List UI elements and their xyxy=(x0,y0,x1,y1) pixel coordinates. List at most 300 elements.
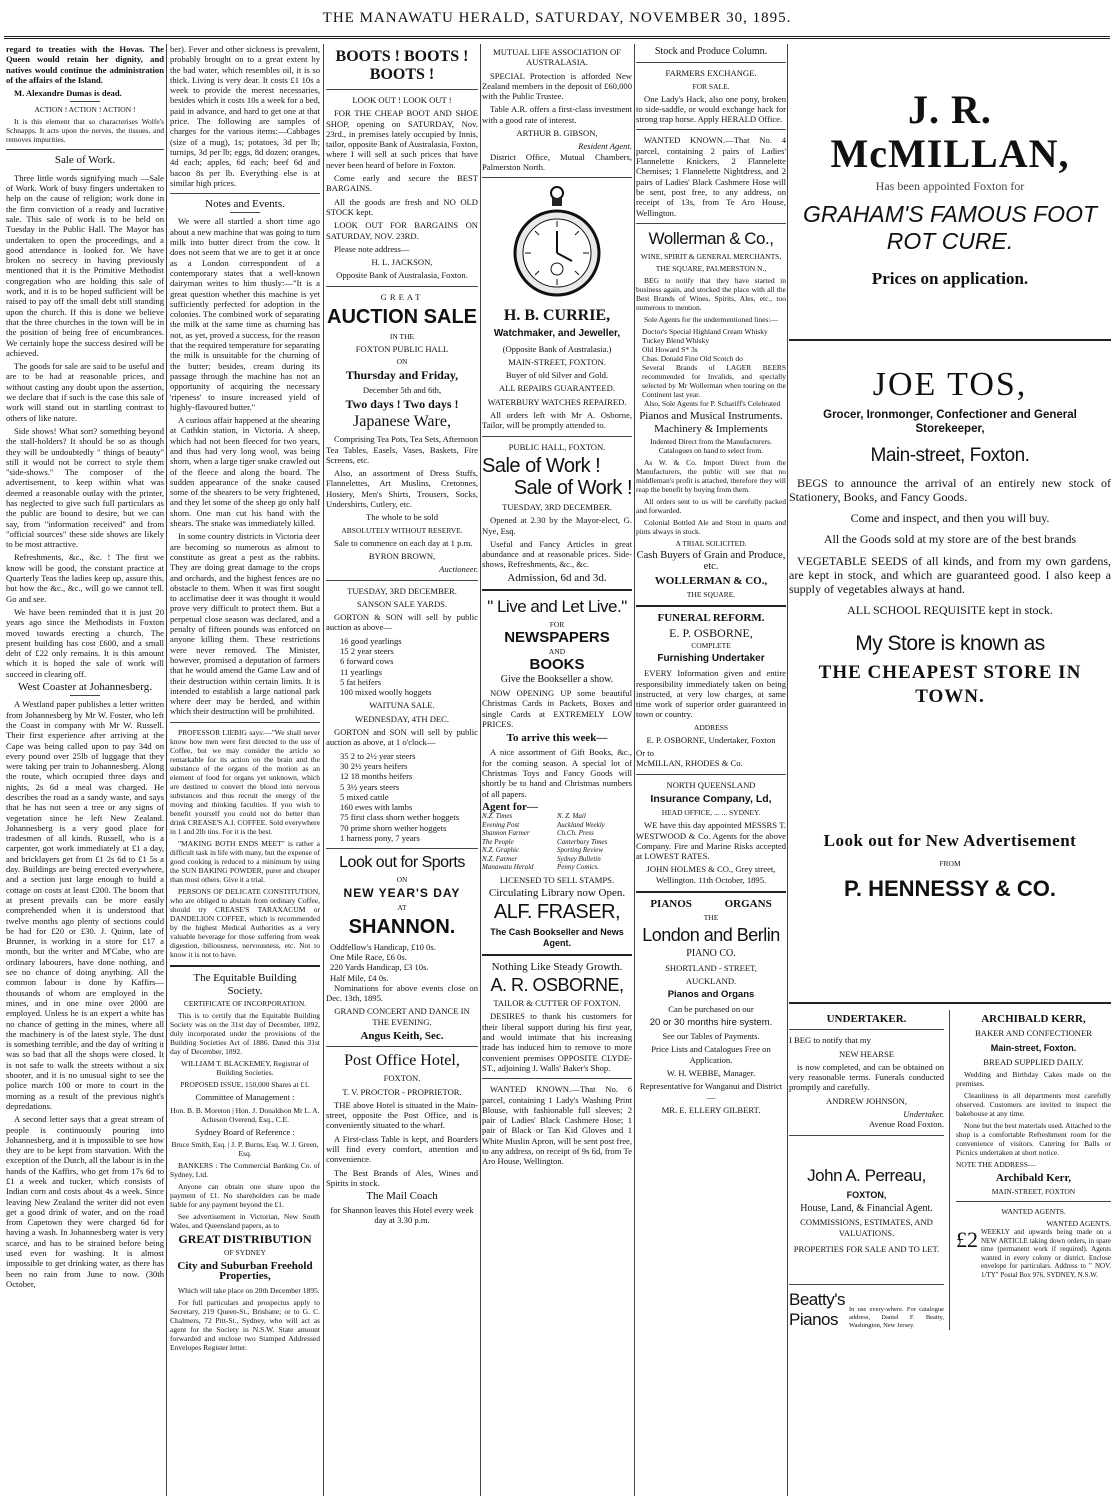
divider xyxy=(636,605,786,607)
divider xyxy=(70,695,100,696)
ad-heading: Beatty's Pianos xyxy=(789,1290,845,1330)
ad-subheading: WEDNESDAY, 4TH DEC. xyxy=(354,713,450,724)
ad-text: GREAT xyxy=(380,291,424,302)
ad-text: Sale to commence on each day at 1 p.m. xyxy=(334,537,473,548)
ad-heading: Japanese Ware, xyxy=(353,413,451,431)
divider xyxy=(482,1078,632,1079)
ad-heading: Society. xyxy=(227,985,263,997)
list-item: Penny Comics. xyxy=(557,863,599,872)
ad-text: SHORTLAND - STREET, xyxy=(665,962,757,973)
ad-text: ALL REPAIRS GUARANTEED. xyxy=(498,383,616,394)
divider xyxy=(326,286,478,287)
ad-text: PROPOSED ISSUE, 150,000 Shares at £1. xyxy=(180,1080,310,1090)
ad-name: ANDREW JOHNSON, xyxy=(825,1095,907,1106)
article-heading: West Coaster at Johannesberg. xyxy=(18,681,152,694)
ad-heading: £2 xyxy=(956,1227,978,1253)
ad-name: E. P. OSBORNE, xyxy=(669,625,753,640)
list-item: Oddfellow's Handicap, £10 0s. xyxy=(330,941,436,952)
ad-text: Opposite Bank of Australasia, Foxton. xyxy=(336,270,468,281)
ad-text: for Shannon leaves this Hotel every week day at 3.30 p.m. xyxy=(330,1204,474,1225)
ad-text: T. V. PROCTOR - PROPRIETOR. xyxy=(342,1086,462,1097)
ad-subheading: PIANO CO. xyxy=(686,948,736,960)
list-item: 30 2½ years heifers xyxy=(340,760,408,771)
ad-name: Angus Keith, Sec. xyxy=(360,1030,444,1042)
list-item: N.Z. Times xyxy=(482,812,513,821)
ad-text: All the goods are fresh and NO OLD STOCK kept. xyxy=(326,196,478,217)
article-text: We were all startled a short time ago about a new machine that was going to turn milk into butter direct from the cow. It does not seem that we are to get it at once as a London correspondent of a contemporary states that a well-known dairyman writes to him thusly:—"It is a great question whether this machine is yet sufficiently perfected for adoption in the colonies. The combined work of separating the milk at the same time as churning has not, as yet, proved a success, for the reason that the required temperature for separating the milk is unsuitable for the churning of the butter; besides, cream during its passage through the machine has not an opportunity of acquiring the necessary 'ripeness' to insure increased yield of highly-flavoured butter." xyxy=(170,216,320,412)
ad-text: See advertisement in Victorian, New South Wales, and Queensland papers, as to xyxy=(170,1211,320,1230)
ad-text: FOXTON. xyxy=(383,1073,421,1084)
divider xyxy=(70,101,100,102)
column-1 xyxy=(6,44,164,1496)
ad-text: AT xyxy=(397,902,407,912)
list-item: 1 harness pony, 7 years xyxy=(340,833,420,844)
ad-text: Comprising Tea Pots, Tea Sets, Afternoon Tea Tables, Easels, Vases, Baskets, Fire Screens, etc. xyxy=(326,434,478,465)
ad-name: ARTHUR B. GIBSON, xyxy=(516,128,598,139)
divider xyxy=(636,223,786,224)
ad-text: Colonial Bottled Ale and Stout in quarts and pints always in stock. xyxy=(636,518,786,537)
ad-text: Table A.R. offers a first-class investment with a good rate of interest. xyxy=(482,104,632,125)
ad-text: LICENSED TO SELL STAMPS. xyxy=(499,874,615,885)
divider xyxy=(482,589,632,591)
list-item: Half Mile, £4 0s. xyxy=(330,972,389,983)
ad-text: None but the best materials used. Attached to the shop is a comfortable Refreshment room for the convenience of visitors. Catering for Balls or Picnics undertaken at short notice. xyxy=(956,1121,1111,1158)
ad-text: FOR SALE. xyxy=(692,81,730,91)
ad-name: Archibald Kerr, xyxy=(995,1172,1072,1185)
list-item: Auckland Weekly xyxy=(557,820,605,829)
divider xyxy=(482,177,632,178)
list-item: N.Z. Graphic xyxy=(482,846,520,855)
ad-heading: ACTION ! ACTION ! ACTION ! xyxy=(34,105,136,115)
ad-text: I BEG to notify that my xyxy=(789,1035,871,1046)
ad-text: THE SQUARE. xyxy=(686,590,736,600)
ad-text: BANKERS : The Commercial Banking Co. of Sydney, Ltd. xyxy=(170,1160,320,1179)
ad-heading: ARCHIBALD KERR, xyxy=(981,1013,1086,1025)
ad-text: Bruce Smith, Esq. | J. P. Burns, Esq. W. J. Green, Esq. xyxy=(171,1139,319,1158)
ad-text: FOR THE CHEAP BOOT AND SHOE SHOP, opening on SATURDAY, Nov. 23rd., in premises lately occupied by Innis, tailor, opposite Bank of Australasia, Foxton, where I will sell at such prices that have never been heard of before in Foxton. xyxy=(326,108,478,170)
divider xyxy=(789,1284,944,1285)
ad-text: Which will take place on 20th December 1895. xyxy=(178,1285,320,1295)
list-item: Doctor's Special Highland Cream Whisky xyxy=(642,326,768,336)
divider xyxy=(326,848,478,849)
ad-heading: SHANNON. xyxy=(348,915,456,938)
ad-text: Nominations for above events close on Dec. 13th, 1895. xyxy=(326,982,478,1004)
ad-text: Buyer of old Silver and Gold. xyxy=(505,370,609,381)
ad-heading: London and Berlin xyxy=(642,925,780,946)
ad-text: Admission, 6d and 3d. xyxy=(507,571,607,584)
article-heading: Sale of Work. xyxy=(54,154,116,167)
ad-right-column xyxy=(956,1010,1111,1330)
ad-text: Can be purchased on our xyxy=(668,1004,754,1015)
ad-text: WANTED KNOWN.—That No. 4 parcel, containing 2 pairs of Ladies' Flannelette Knickers, 2 Flannelette Chemises; 1 Flannelette Nightdress, and 2 pairs of Ladies' Black Cashmere Hose will be sent, post free, to any address, on receipt of 13s, from Te Aro House, Wellington. xyxy=(636,135,786,218)
ad-subheading: Main-street, Foxton. xyxy=(990,1042,1077,1053)
ad-text: A nice assortment of Gift Books, &c., for the coming season. A special lot of Christmas Toys and Fancy Goods will shortly be to hand and Christmas numbers of all papers. xyxy=(482,747,632,799)
ad-heading: A. R. OSBORNE, xyxy=(490,975,624,996)
list-item: Sydney Bulletin xyxy=(557,854,601,863)
ad-text: ALL SCHOOL REQUISITE kept in stock. xyxy=(847,603,1053,617)
ad-text: Avenue Road Foxton. xyxy=(868,1119,944,1130)
list-item: 220 Yards Handicap, £3 10s. xyxy=(330,962,429,973)
ad-subheading: Watchmaker, and Jeweller, xyxy=(493,328,621,340)
ad-text: Wedding and Birthday Cakes made on the premises. xyxy=(956,1070,1111,1089)
divider xyxy=(70,169,100,170)
article-text: Refreshments, &c., &c. ! The first we know will be good, the constant practice at Quarterly Teas the ladies keep up, assure this, but how the &c., &c., will go we cannot tell. Go and see. xyxy=(6,552,164,604)
list-item: N. Z. Mail xyxy=(557,812,586,821)
ad-text: NEW HEARSE xyxy=(839,1048,894,1059)
ad-text: All the Goods sold at my store are of the best brands xyxy=(823,532,1077,546)
ad-text: Also, an assortment of Dress Stuffs, Flannelettes, Art Muslins, Cretonnes, Hosiery, Men's Shirts, Trousers, Socks, Undershirts, Cutlery, etc. xyxy=(326,468,478,510)
ad-heading: Nothing Like Steady Growth. xyxy=(491,960,623,973)
list-item: Old Howard S* 3s xyxy=(642,344,698,354)
ad-heading: My Store is known as xyxy=(855,632,1045,655)
pocket-watch-icon xyxy=(512,183,602,303)
list-item: 5 fat heifers xyxy=(340,676,382,687)
ad-heading: BOOTS ! BOOTS ! BOOTS ! xyxy=(335,48,469,83)
list-item: 16 good yearlings xyxy=(340,635,402,646)
article-text: The goods for sale are said to be useful and are to be had at reasonable prices, and without casting any doubt upon the assertion, we declare that if such is the case this sale of work will stand out in startling contrast to others of like nature. xyxy=(6,361,164,423)
ad-subheading: Grocer, Ironmonger, Confectioner and General Storekeeper, xyxy=(823,409,1077,435)
column-6 xyxy=(789,44,1111,1496)
ad-text: Anyone can obtain one share upon the payment of £1. No shareholders can be made liable for any payment beyond the £1. xyxy=(170,1181,320,1209)
ad-subheading: CERTIFICATE OF INCORPORATION. xyxy=(183,999,307,1009)
ad-text: FOXTON PUBLIC HALL xyxy=(355,344,449,355)
ad-text: See our Tables of Payments. xyxy=(662,1031,760,1042)
ad-text: AUCKLAND. xyxy=(685,975,737,986)
divider xyxy=(170,193,320,194)
ad-subheading: SANSON SALE YARDS. xyxy=(356,598,448,609)
list-item: N.Z. Farmer xyxy=(482,854,518,863)
ad-text: Please note address— xyxy=(334,243,410,254)
ad-heading: Look out for New Advertisement xyxy=(823,831,1077,850)
masthead xyxy=(0,0,1114,40)
beatty-ad xyxy=(789,1290,944,1330)
divider xyxy=(326,1046,478,1047)
ad-heading: Sale of Work ! xyxy=(513,476,632,499)
list-item: 6 forward cows xyxy=(340,656,394,667)
ad-text: A First-class Table is kept, and Boarders will find every comfort, attention and convenience. xyxy=(326,1133,478,1165)
ad-text: All orders left with Mr A. Osborne, Tailor, will be promptly attended to. xyxy=(482,410,632,431)
divider xyxy=(6,149,164,150)
ad-text: Has been appointed Foxton for xyxy=(875,179,1025,193)
ad-text: TUESDAY, 3RD DECEMBER. xyxy=(502,501,612,512)
ad-text: FOR xyxy=(549,620,565,630)
ad-text: All orders sent to us will be carefully packed and forwarded. xyxy=(636,497,786,516)
ad-subheading: PUBLIC HALL, FOXTON. xyxy=(508,441,606,452)
ad-heading: Wollerman & Co., xyxy=(648,228,774,248)
ad-text: TAILOR & CUTTER OF FOXTON. xyxy=(493,998,621,1009)
ad-heading: MUTUAL LIFE ASSOCIATION OF AUSTRALASIA. xyxy=(493,47,621,68)
ad-heading: AUCTION SALE xyxy=(327,306,477,329)
ad-subheading: WAITUNA SALE. xyxy=(369,700,435,711)
ad-text: PROPERTIES FOR SALE AND TO LET. xyxy=(793,1243,940,1254)
ad-subheading: Give the Bookseller a show. xyxy=(500,673,614,685)
column-divider xyxy=(480,44,481,1496)
ad-text: December 5th and 6th, xyxy=(362,384,442,395)
ad-text: BAKER AND CONFECTIONER xyxy=(975,1028,1092,1039)
divider xyxy=(636,62,786,63)
list-item: Several Brands of LAGER BEERS recommended for Invalids, and specially selected by Mr Wollerman when touring on the Continent last year. xyxy=(642,362,786,399)
ad-text: WANTED AGENTS. xyxy=(1046,1219,1111,1229)
article-text: Three little words signifying much —Sale of Work. Work of busy fingers undertaken to help on the cause of religion; work done in the firm conviction of a ready and lucrative sale. This sale of work is to be held on Tuesday in the Public Hall. The Mayor has undertaken to open the proceedings, and a good attendance is looked for. We have broken no secrecy in having previously mentioned that it is the Primitive Methodist congregation who are holding this sale of work, and it is to be hoped sufficient will be raised to pay off the small debt still standing upon the church. If this is done we believe that the three churches in the town will be in the position of being free of encumbrances. We certainly hope the success desired will be achieved. xyxy=(6,172,164,358)
divider xyxy=(326,89,478,90)
ad-text: (Opposite Bank of Australasia.) xyxy=(502,343,612,354)
divider xyxy=(482,954,632,956)
list-item: 15 2 year steers xyxy=(340,645,394,656)
ad-text: SPECIAL Protection is afforded New Zealand members in the deposit of £60,000 with the Public Trustee. xyxy=(482,70,632,102)
ad-name: BYRON BROWN, xyxy=(368,550,436,561)
ad-text: Come and inspect, and then you will buy. xyxy=(850,511,1050,525)
article-text: M. Alexandre Dumas is dead. xyxy=(14,88,122,99)
ad-text: BEGS to announce the arrival of an entirely new stock of Stationery, Books, and Fancy Goods. xyxy=(789,476,1111,504)
article-text: Side shows! What sort? something beyond the stall-holders? It should be so as though they will be undoubtedly " things of beauty" still it would not be correct to style them "side-shows." The composer of the advertisement, to keep within what was deemed a reasonable outlay with the printer, has neglected to give such full particulars as the public are bound to desire, but we can say, from "information received" and from "official sources" these side shows are likely to be most attractive. xyxy=(6,425,164,550)
ad-heading: Post Office Hotel, xyxy=(344,1052,460,1070)
ad-text: NOW OPENING UP some beautiful Christmas Cards in Packets, Boxes and single Cards at EXTREMELY LOW PRICES. xyxy=(482,687,632,729)
ad-text: WANTED AGENTS. xyxy=(1001,1207,1066,1217)
ad-heading: PIANOS ORGANS xyxy=(650,897,772,910)
divider xyxy=(326,580,478,581)
ad-text: Useful and Fancy Articles in great abundance and at reasonable prices. Side-shows, Refreshments, &c., &c. xyxy=(482,538,632,570)
ad-heading: H. B. CURRIE, xyxy=(503,307,611,325)
ad-text: As W. & Co. Import Direct from the Manufacturers, the public will see that no middleman's profit is attached, therefore they will reap the benefit by buying from them. xyxy=(636,458,786,495)
divider xyxy=(170,965,320,967)
ad-name: H. L. JACKSON, xyxy=(371,257,433,268)
ad-text: "MAKING BOTH ENDS MEET" is rather a difficult task in life with many, but the expense of good cooking is reduced to a minimum by using the SUN BAKING POWDER, purer and cheaper than most others. Give it a trial. xyxy=(170,838,320,884)
ad-text: Opened at 2.30 by the Mayor-elect, G. Nye, Esq. xyxy=(482,515,632,536)
divider xyxy=(636,891,786,893)
ad-heading: GRAHAM'S FAMOUS FOOT ROT CURE. xyxy=(802,201,1098,254)
ad-heading: ALF. FRASER, xyxy=(493,901,621,924)
ad-text: MAIN-STREET, FOXTON xyxy=(991,1187,1076,1197)
ad-text: JOHN HOLMES & CO., Grey street, Wellington. 11th October, 1895. xyxy=(646,864,776,885)
masthead-rule xyxy=(4,36,1110,39)
ad-text: Indented Direct from the Manufacturers. Catalogues on hand to select from. xyxy=(650,437,772,456)
ad-text: COMPLETE xyxy=(691,640,731,650)
ad-subheading: Agent for— xyxy=(482,800,538,813)
list-item: 11 yearlings xyxy=(340,666,382,677)
article-text: ber). Fever and other sickness is prevalent, probably brought on to a great extent by the bad water, which resembles oil, it is so thick. Living is very dear. It costs £1 10s a week to provide the merest necessaries, besides which it costs 10s a week for a bed, paid in advance, and hard to get one at that price. The following are samples of charges for the various items:—Cabbages (size of a mug), 1s; potatoes, 3d per lb; turnips, 3d per lb; eggs, 8d dozen; oranges, 4d each; apples, 6d each; beef 6d and bacon 8s per lb. Everything else is at similar high prices. xyxy=(170,44,320,188)
ad-text: ON xyxy=(396,357,408,367)
article-text: A curious affair happened at the shearing at Cathkin station, in Victoria. A sheep, which had not been fleeced for two years, and thus had very long wool, was being shorn, when a large tiger snake crawled out of the fleece and along the board. The sudden appearance of the snake caused some of the shearers to be very frightened, and they let some of the sheep go only half shorn. One man cut his hand with the shears. The snake was immediately killed. xyxy=(170,415,320,529)
divider xyxy=(482,436,632,437)
ad-heading: City and Suburban Freehold Properties, xyxy=(177,1260,313,1283)
ad-text: FROM xyxy=(939,859,961,868)
ad-text: The Best Brands of Ales, Wines and Spirits in stock. xyxy=(326,1167,478,1188)
ad-heading: FUNERAL REFORM. xyxy=(657,612,765,625)
ad-text: BEG to notify that they have started in business again, and stocked the place with all the Best Brands of Wines, Spirits, Ales, etc., too numerous to mention. xyxy=(636,275,786,312)
agent-list xyxy=(482,812,632,872)
divider xyxy=(170,722,320,723)
stock-list xyxy=(326,751,478,844)
ad-text: THE SQUARE, PALMERSTON N., xyxy=(655,263,767,273)
ad-heading: Pianos and Musical Instruments. xyxy=(639,409,783,422)
ad-heading: Insurance Company, Ld, xyxy=(650,792,772,805)
ad-text: VEGETABLE SEEDS of all kinds, and from my own gardens, are kept in stock, and which are guaranteed good. I also keep a supply of vegetables always at hand. xyxy=(789,554,1111,596)
ad-heading: Main-street, Foxton. xyxy=(870,445,1030,466)
ad-text: WEEKLY and upwards being made on a NEW ARTICLE taking down orders, in spare time (permanent work if required). Agents wanted in every colony or district. Enclose envelope for particulars. Address to " NOV. 1/TY" Postal Box 976, SYDNEY, N.S.W. xyxy=(981,1228,1111,1279)
ad-subheading: FOXTON, xyxy=(846,1189,887,1200)
list-item: 5 mixed cattle xyxy=(340,791,389,802)
ad-name: WOLLERMAN & CO., xyxy=(654,575,768,588)
race-list xyxy=(326,942,478,983)
ad-text: This is to certify that the Equitable Building Society was on the 31st day of December, 1892, duly incorporated under the provisions of the Building Societies Act of 1886. Dated this 31st day of December, 1892. xyxy=(170,1011,320,1057)
ad-text: Also, Sole Agents for P. Schariff's Celebrated xyxy=(644,398,781,408)
list-item: Sporting Review xyxy=(557,846,604,855)
ad-subheading: Prices on application. xyxy=(871,269,1029,288)
ad-text: McMILLAN, RHODES & Co. xyxy=(636,758,743,769)
ad-heading: The Equitable Building xyxy=(193,971,297,984)
ad-text: IN THE xyxy=(389,332,415,342)
ad-heading: Look out for Sports xyxy=(339,854,465,872)
list-item: 5 3½ years steers xyxy=(340,781,400,792)
list-item: Canterbury Times xyxy=(557,837,608,846)
ad-text: The whole to be sold xyxy=(365,512,439,523)
ad-text: ON xyxy=(396,875,408,885)
ad-text: Representative for Wanganui and District— xyxy=(639,1081,783,1102)
list-item: 35 2 to 2½ year steers xyxy=(340,750,416,761)
ad-text: PERSONS OF DELICATE CONSTITUTION, who are obliged to abstain from ordinary Coffee, should try CREASE'S TARAXACUM or DANDELION COFFEE, which is recommended by the highest Medical Authorities as a very valuable beverage for those suffering from weak digestion, biliousness, nervousness, etc. Not to know it is not to have. xyxy=(170,886,320,959)
ad-heading: GREAT DISTRIBUTION xyxy=(178,1231,312,1246)
ad-text: One Lady's Hack, also one pony, broken to side-saddle, or would exchange hack for strong trap horse. Apply HERALD Office. xyxy=(636,93,786,125)
list-item: One Mile Race, £6 0s. xyxy=(330,951,407,962)
ad-text: A TRIAL SOLICITED. xyxy=(675,539,747,549)
ad-heading: Thursday and Friday, xyxy=(345,368,459,383)
ad-text: HEAD OFFICE, ... ... SYDNEY. xyxy=(661,808,761,818)
divider xyxy=(230,212,260,213)
divider xyxy=(789,1002,1111,1004)
ad-text: GORTON and SON will sell by public auction as above, at 1 o'clock— xyxy=(326,727,478,748)
ad-text: For full particulars and prospectus apply to Secretary, 219 Queen-St., Brisbane; or to G. C. Chalmers, 72 Pitt-St., Sydney, who will act as agent for the Society in N.S.W. State amount forwarded and enclose two Stamped Addressed Envelopes Register letter. xyxy=(170,1297,320,1352)
article-heading: Notes and Events. xyxy=(205,198,285,211)
bottom-ads xyxy=(789,1010,1111,1330)
column-4 xyxy=(482,44,632,1496)
ad-text: WATERBURY WATCHES REPAIRED. xyxy=(487,396,627,407)
ad-text: Sole Agents for the undermentioned lines:— xyxy=(644,314,778,324)
ad-text: ADDRESS xyxy=(693,722,729,732)
ad-heading: UNDERTAKER. xyxy=(826,1013,907,1025)
ad-text: EVERY Information given and entire responsibility immediately taken on being instructed, at very low charges, at same time work of superior order guaranteed in town or country. xyxy=(636,668,786,720)
ad-signature: WILLIAM T. BLACKEMEY, Registrar of Building Societies. xyxy=(181,1059,309,1078)
column-3 xyxy=(326,44,478,1496)
article-text: regard to treaties with the Hovas. The Queen would retain her dignity, and natives would continue the administration of the affairs of the Island. xyxy=(6,44,164,85)
column-divider xyxy=(323,44,324,1496)
ad-heading: JOE TOS, xyxy=(872,366,1028,403)
ad-text: is now completed, and can be obtained on very reasonable terms. Funerals conducted promptly and carefully. xyxy=(789,1061,944,1093)
ad-subheading: LOOK OUT ! LOOK OUT ! xyxy=(352,95,452,105)
lines-list xyxy=(636,327,786,399)
list-item: Manawatu Herald xyxy=(482,863,534,872)
divider xyxy=(789,1029,944,1030)
ad-text: NORTH QUEENSLAND xyxy=(666,779,756,790)
column-divider xyxy=(166,44,167,1496)
ad-heading: THE CHEAPEST STORE IN TOWN. xyxy=(818,662,1082,707)
article-text: In some country districts in Victoria deer are becoming so numerous as almost to constitute as great a pest as the rabbits. They are doing great damage to the crops and orchards, and the highest fences are no obstacle to them. When it was first sought to acclimatise deer it was thought it would prove very difficult to protect them. But a perpetual close season was declared, and a penalty of fifteen pounds was enforced on anyone killing them. These restrictions were never removed. The Minister, however, promised a deputation of farmers that he would amend the Game Law and of their destruction within certain limits. It is intended to establish a large national park where deer may be herded, and within which their destruction will be prohibited. xyxy=(170,531,320,717)
list-item: Ch.Ch. Press xyxy=(557,829,594,838)
list-item: 100 mixed woolly hoggets xyxy=(340,687,432,698)
article-text: A second letter says that a great stream of people is continuously pouring into Johannesberg, and it is impossible to see how they are to be kept from starvation. With the exception of the Dutch, all the labour is in the hands of the Kaffirs, who get from 17s 6d to £1 a week and tucker, which consists of Indian corn and costs about 4s a week. Since leaving New Zealand the writer did not even get a good drink of water, and on the road from Capetown they were charged 6d for having a wash. In Johannesberg water is very scarce, and has to be strained before being used even for washing. It is almost impossible to get drinking water, as there has been no rain from June to now. (30th October, xyxy=(6,1114,164,1289)
divider xyxy=(789,339,1111,341)
ad-text: THE above Hotel is situated in the Main-street, opposite the Post Office, and is conveniently situated to the wharf. xyxy=(326,1099,478,1131)
ad-heading: Machinery & Implements xyxy=(654,423,768,436)
ad-text: COMMISSIONS, ESTIMATES, AND VALUATIONS. xyxy=(800,1217,933,1238)
list-item: Evening Post xyxy=(482,820,520,829)
ad-text: GORTON & SON will sell by public auction as above— xyxy=(326,612,478,633)
ad-text: WINE, SPIRIT & GENERAL MERCHANTS, xyxy=(640,251,782,261)
ad-text: District Office, Mutual Chambers, Palmerston North. xyxy=(482,151,632,172)
ad-heading: The Mail Coach xyxy=(366,1190,438,1203)
ad-text: THE xyxy=(703,913,719,923)
ad-text: LOOK OUT FOR BARGAINS ON SATURDAY, NOV. 23RD. xyxy=(326,220,478,241)
ad-heading: BOOKS xyxy=(529,656,585,674)
ad-text: WE have this day appointed MESSRS T. WESTWOOD & Co. Agents for the above Company. Fire and Marine Risks accepted at LOWEST RATES. xyxy=(636,820,786,862)
ad-text: Auctioneer. xyxy=(439,564,478,575)
ad-text: GRAND CONCERT AND DANCE IN THE EVENING. xyxy=(334,1006,470,1027)
list-item: 70 prime shorn wether hoggets xyxy=(340,822,447,833)
ad-text: NOTE THE ADDRESS— xyxy=(956,1160,1036,1170)
ad-heading: " Live and Let Live." xyxy=(487,597,627,617)
agents-ad xyxy=(956,1228,1111,1279)
ad-text: PROFESSOR LIEBIG says:—"We shall never know how men were first directed to the use of Coffee, but we may consider the article so remarkable for its action on the brain and the substance of the organs of the motion as an element of food for organs yet unknown, which are destined to convert the blood into nervous substances and thus recruit the energy of the moving and thinking faculties. If you wish to benefit yourself you could not do better than drink CREASE'S A.I. COFFEE. Sold everywhere in 1 and 2lb tins. For it is the best. xyxy=(170,727,320,836)
list-item: The People xyxy=(482,837,514,846)
ad-text: Undertaker. xyxy=(903,1109,944,1120)
divider xyxy=(636,774,786,775)
ad-subheading: Sydney Board of Reference : xyxy=(195,1126,295,1137)
list-item: Shannon Farmer xyxy=(482,829,530,838)
ad-left-column xyxy=(789,1010,950,1330)
ad-text: MR. E. ELLERY GILBERT. xyxy=(661,1104,761,1115)
stock-list xyxy=(326,636,478,698)
ad-subheading: Committee of Management : xyxy=(195,1092,295,1103)
list-item: 75 first class shorn wether hoggets xyxy=(340,812,460,823)
ad-subheading: TUESDAY, 3RD DECEMBER. xyxy=(347,585,457,596)
ad-text: 20 or 30 months hire system. xyxy=(649,1016,773,1028)
ad-subheading: The Cash Bookseller and News Agent. xyxy=(490,927,624,948)
ad-text: OF SYDNEY xyxy=(224,1248,266,1258)
column-2 xyxy=(170,44,320,1496)
ad-subheading: To arrive this week— xyxy=(506,732,608,745)
ad-text: ABSOLUTELY WITHOUT RESERVE. xyxy=(341,525,463,535)
list-item: 160 ewes with lambs xyxy=(340,802,413,813)
article-text: A Westland paper publishes a letter written from Johannesberg by Mr W. Foster, who left the Coast in company with Mr W. Russell. Their first experience after arriving at the Cape was being called upon to pay 34d on every pound over 25lb of luggage that they were taking per train to Johannesberg. Along the route, which occupied three days and nights, 2s 6d a meal was charged. He describes the road as a sandy waste, and says that he has not seen a tree or any signs of vegetation since he left New Zealand. Johannesberg is a very good place for tradesmen of all kinds. Russell, who is a carpenter, got work immediately at £1 a day, and bricklayers get from £1 2s 6d to £1 5s a day. Buildings are being erected everywhere, and a section just large enough to build a cottage on costs at least £200. The boom that at present prevails can be more easily comprehended when it is understood that twelve months ago plenty of sections could be had for £20 or £30. J. Quinn, late of Brunner, is working in a store for £17 a month, but the writer and M'Cabe, who are ordinary labourers, have done nothing, and see no chance of doing anything. All the common labour is done by Kaffirs—thousands of whom are employed in the mines, and in one mine over 2000 are employed. Unless he is an expert a white has no chance of getting in the mines, where all the machinery is of the latest style. The dust is something terrible, and the day of writing it was so bad that all the shops were closed. It is not safe to walk the streets without a six shooter, and it is no unusual sight to see the police march 100 or more to court in the morning as a result of the previous night's depredations. xyxy=(6,699,164,1111)
list-item: Tuckey Blend Whisky xyxy=(642,335,710,345)
list-item: Chas. Donald Fine Old Scotch do xyxy=(642,353,743,363)
ad-text: Resident Agent. xyxy=(578,141,632,152)
ad-text: Come early and secure the BEST BARGAINS. xyxy=(326,173,478,194)
column-5 xyxy=(636,44,786,1496)
ad-text: Price Lists and Catalogues Free on Application. xyxy=(651,1044,771,1065)
list-item: 12 18 months heifers xyxy=(340,771,413,782)
ad-text: W. H. WEBBE, Manager. xyxy=(666,1067,756,1078)
ad-heading: NEW YEAR'S DAY xyxy=(343,886,461,901)
ad-text: In use every-where. For catalogue address, Daniel F. Beatty, Washington, New Jersey. xyxy=(848,1306,944,1330)
ad-heading: J. R. McMILLAN, xyxy=(830,87,1070,176)
ad-heading: Sale of Work ! xyxy=(482,454,601,477)
ad-text: WANTED KNOWN.—That No. 6 parcel, containing 1 Lady's Washing Print Blouse, with fashionable full sleeves; 2 pair of Ladies' Black Cashmere Hose; 1 pair of Black or Tan Kid Gloves and 1 White Muslin Apron, will be sent post free, to any address, on receipt of 9s 6d, from Te Aro House, Wellington. xyxy=(482,1084,632,1167)
ad-subheading: FARMERS EXCHANGE. xyxy=(665,68,757,79)
ad-text: It is this element that so characterises Wolfe's Schnapps. It acts upon the nerves, the tissues, and removes impurities. xyxy=(6,117,164,145)
column-divider xyxy=(634,44,635,1496)
ad-text: MAIN-STREET, FOXTON. xyxy=(508,356,606,367)
ad-heading: P. HENNESSY & CO. xyxy=(844,876,1056,901)
ad-heading: NEWSPAPERS xyxy=(504,629,610,647)
divider xyxy=(789,1135,944,1136)
divider xyxy=(956,1201,1111,1202)
ad-subheading: Pianos and Organs xyxy=(667,989,755,1001)
ad-text: BREAD SUPPLIED DAILY. xyxy=(983,1056,1084,1067)
ad-heading: John A. Perreau, xyxy=(807,1165,926,1185)
ad-text: E. P. OSBORNE, Undertaker, Foxton xyxy=(646,734,776,745)
ad-text: DESIRES to thank his customers for their liberal support during his first year, and would intimate that his increasing trade has induced him to remove to more convenient premises OPPOSITE CLYDE-ST., adjoining J. Walls' Baker's Shop. xyxy=(482,1011,632,1073)
column-divider xyxy=(787,44,788,1496)
